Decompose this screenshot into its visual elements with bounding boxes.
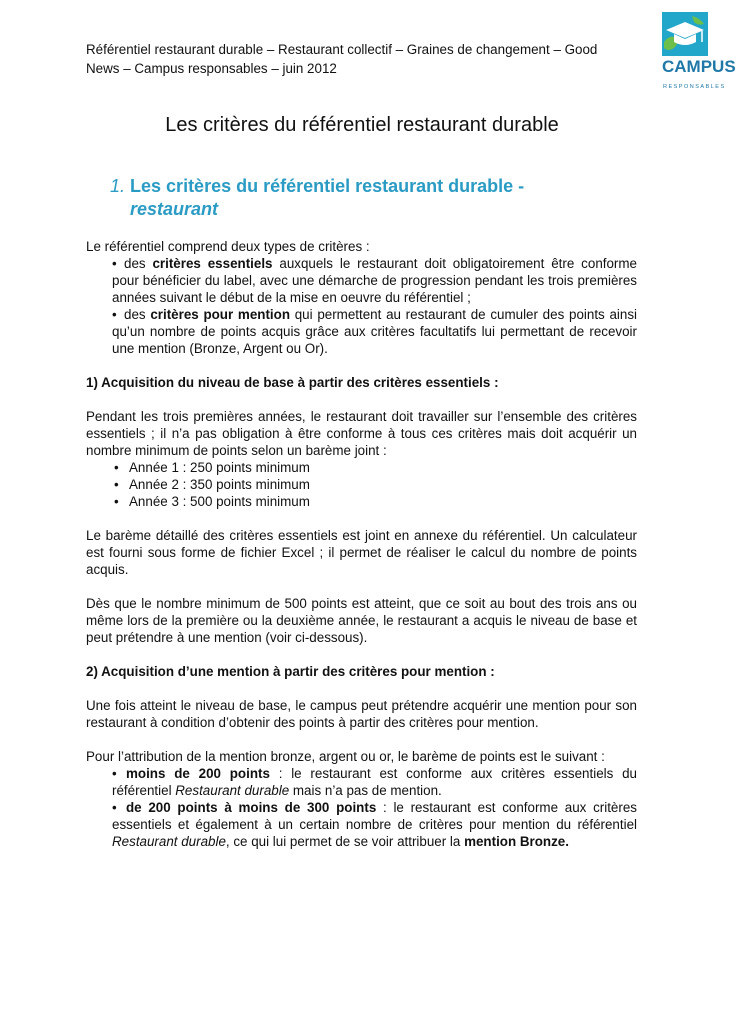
list-item: • des critères essentiels auxquels le restaurant doit obligatoirement être conforme pour bénéficier du label, avec une démarche de progression pendant les trois premières années suivant le début de la mise en oeuvre du référentiel ; bbox=[112, 256, 637, 305]
bullet-icon: • bbox=[114, 477, 119, 492]
bullet-icon: • bbox=[114, 460, 119, 475]
list-item: • Année 1 : 250 points minimum bbox=[114, 460, 310, 475]
bullet-icon: • bbox=[114, 494, 119, 509]
list-item: • des critères pour mention qui permettent au restaurant de cumuler des points ainsi qu’un nombre de points acquis grâce aux critères facultatifs lui permettant de recevoir une mention (Bronze, Argent ou Or). bbox=[112, 307, 638, 356]
graduation-cap-icon bbox=[662, 12, 708, 56]
section-title-line-2: restaurant bbox=[130, 199, 219, 219]
list-item: • moins de 200 points : le restaurant est conforme aux critères essentiels du référentiel Restaurant durable mais n’a pas de mention. bbox=[112, 766, 637, 798]
intro-paragraph: Le référentiel comprend deux types de critères : bbox=[86, 239, 370, 254]
subheading-mention: 2) Acquisition d’une mention à partir des critères pour mention : bbox=[86, 664, 495, 679]
subheading-base-level: 1) Acquisition du niveau de base à partir des critères essentiels : bbox=[86, 375, 499, 390]
list-item: • Année 2 : 350 points minimum bbox=[114, 477, 310, 492]
document-body bbox=[86, 238, 637, 850]
document-title: Les critères du référentiel restaurant durable bbox=[165, 114, 559, 136]
logo-subtitle: RESPONSABLES bbox=[663, 84, 726, 90]
paragraph: Une fois atteint le niveau de base, le campus peut prétendre acquérir une mention pour son restaurant à condition d’obtenir des points à partir des critères pour mention. bbox=[86, 698, 637, 730]
section-heading bbox=[110, 175, 590, 221]
section-number: 1. bbox=[110, 176, 126, 196]
bullet-icon: • bbox=[112, 800, 117, 815]
section-title-line-1: Les critères du référentiel restaurant durable - bbox=[130, 176, 525, 196]
list-item: • Année 3 : 500 points minimum bbox=[114, 494, 310, 509]
critere-essentiel-term: critères essentiels bbox=[152, 256, 273, 271]
bullet-icon: • bbox=[112, 766, 117, 781]
logo-wordmark: CAMPUS bbox=[662, 57, 736, 76]
bullet-icon: • bbox=[112, 307, 117, 322]
header-line-1: Référentiel restaurant durable – Restaurant collectif – Graines de changement – Good bbox=[86, 42, 598, 57]
paragraph: Pendant les trois premières années, le restaurant doit travailler sur l’ensemble des critères essentiels ; il n’a pas obligation à être conforme à tous ces critères mais doit acquérir un nombre minimum de points selon un barème joint : bbox=[86, 409, 637, 458]
critere-mention-term: critères pour mention bbox=[150, 307, 290, 322]
running-header bbox=[86, 40, 646, 78]
paragraph: Pour l’attribution de la mention bronze, argent ou or, le barème de points est le suivant : bbox=[86, 749, 605, 764]
header-line-2: News – Campus responsables – juin 2012 bbox=[86, 61, 337, 76]
campus-responsables-logo bbox=[662, 12, 736, 92]
list-item: • de 200 points à moins de 300 points : le restaurant est conforme aux critères essentiels et également à un certain nombre de critères pour mention du référentiel Restaurant durable, ce qui lui permet de se voir attribuer la mention Bronze. bbox=[112, 800, 637, 849]
bullet-icon: • bbox=[112, 256, 117, 271]
paragraph: Le barème détaillé des critères essentiels est joint en annexe du référentiel. Un calculateur est fourni sous forme de fichier Excel ; il permet de réaliser le calcul du nombre de points acquis. bbox=[86, 528, 637, 577]
paragraph: Dès que le nombre minimum de 500 points est atteint, que ce soit au bout des trois ans ou même lors de la première ou la deuxième année, le restaurant a acquis le niveau de base et peut prétendre à une mention (voir ci-dessous). bbox=[86, 596, 637, 645]
